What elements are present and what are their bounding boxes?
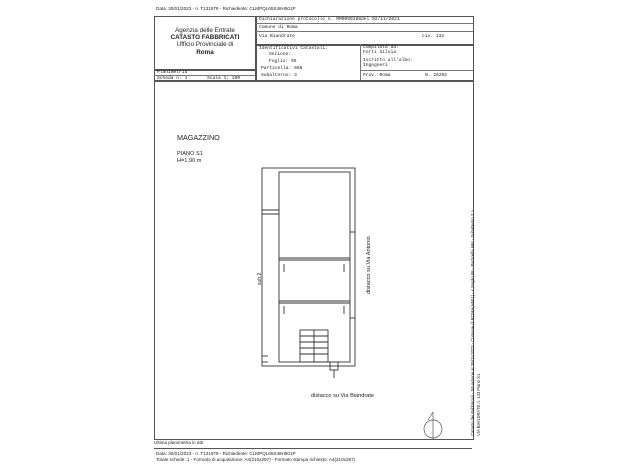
identifiers-subalterno: Subalterno: 3 <box>261 73 297 78</box>
scheda-number: Scheda n. 1 <box>157 76 188 81</box>
scheda-label: Planimetria <box>157 70 188 75</box>
agency-line-1: Agenzia delle Entrate <box>175 27 235 34</box>
declaration-via: Via Biandrate <box>259 34 295 39</box>
north-arrow-icon <box>424 412 442 440</box>
side-stamp-2: VIA BIANDRATE n. 133 Piano S1 <box>476 373 481 436</box>
declaration-civ: civ. 133 <box>422 34 445 39</box>
height-label: H=1,90 m <box>177 158 202 164</box>
compilata-num: N. 26202 <box>425 73 448 78</box>
declaration-comune: Comune di Roma <box>259 25 298 30</box>
side-stamp-1: Catasto dei Fabbricati - Situazione al 30/01/2023 - Comune di ROMA(H501) - < Foglio 95 - Particella 686 - Subalterno 3 > <box>470 210 475 436</box>
sub-label: sub.2 <box>257 272 263 285</box>
footer-sheet: Totale schede: 1 - Formato di acquisizione: A4(210x297) - Formato stampa richiesto: A4(210x297) <box>156 457 356 462</box>
inner-wall <box>279 172 350 362</box>
agency-line-4: Roma <box>196 48 214 56</box>
compilata-line-4: Ingegneri <box>363 63 388 68</box>
compilata-line-1: Compilata da: <box>363 45 399 50</box>
bottom-label: distacco su Via Biandrate <box>311 393 375 399</box>
room-name: MAGAZZINO <box>177 133 220 142</box>
side-label: distacco su Via Antonio <box>366 236 372 294</box>
identifiers-foglio: Foglio: 95 <box>269 59 297 64</box>
floor-label: PIANO S1 <box>177 151 203 157</box>
compilata-line-3: Iscritto all'albo: <box>363 58 413 63</box>
declaration-title: Dichiarazione protocollo n. RM0090188del 02/11/2021 <box>259 17 400 22</box>
top-stamp: Data: 30/01/2023 - n. T131979 - Richiedente: CLMPQL65S48H501P <box>156 6 296 11</box>
identifiers-heading: Identificativi Catastali: <box>259 46 328 51</box>
identifiers-particella: Particella: 686 <box>261 66 303 71</box>
scheda-scala: Scala 1: 100 <box>207 76 241 81</box>
compilata-prov: Prov. Roma <box>363 73 391 78</box>
agency-line-3: Ufficio Provinciale di <box>176 41 234 49</box>
agency-line-2: CATASTO FABBRICATI <box>170 34 240 42</box>
compilata-line-2: Forti Silvia <box>363 50 397 55</box>
bottom-note: Ultima planimetria in atti <box>154 440 204 445</box>
footer-stamp: Data: 30/01/2023 - n. T131979 - Richiedente: CLMPQL65S48H501P <box>156 451 296 456</box>
identifiers-sezione: Sezione: <box>269 52 292 57</box>
